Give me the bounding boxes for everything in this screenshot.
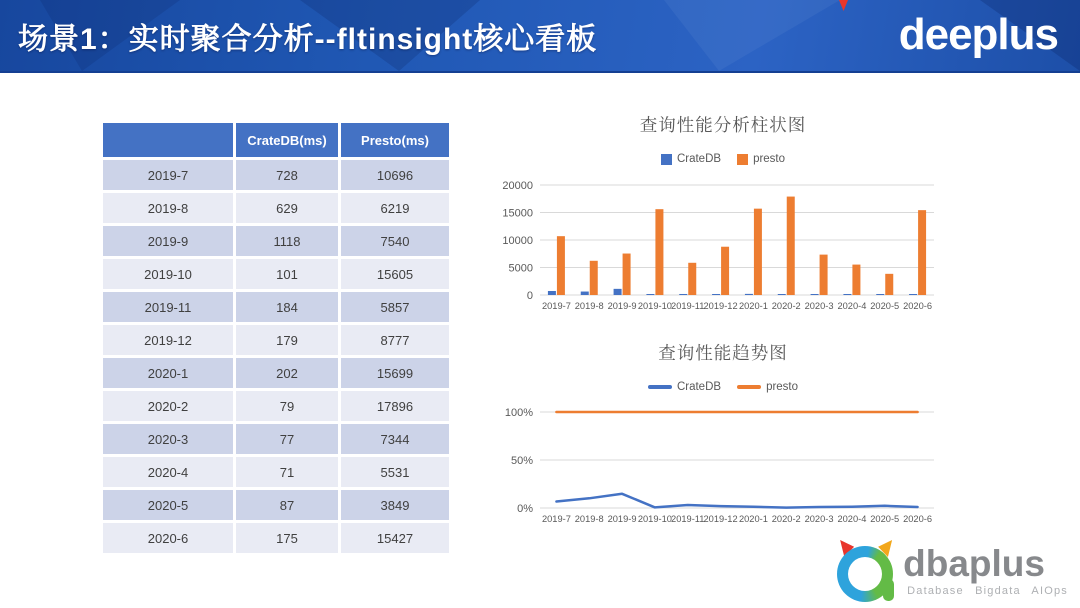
x-tick-label: 2020-4 xyxy=(837,301,867,311)
performance-table xyxy=(100,120,452,556)
table-cell: 2020-6 xyxy=(103,523,233,553)
table-cell: 2019-7 xyxy=(103,160,233,190)
table-cell: 2019-8 xyxy=(103,193,233,223)
bar-CrateDB xyxy=(909,294,917,295)
bar-presto xyxy=(557,236,565,295)
x-tick-label: 2020-3 xyxy=(804,301,834,311)
table-cell: 2020-1 xyxy=(103,358,233,388)
y-tick-label: 0 xyxy=(526,290,533,302)
table-header-cell: Presto(ms) xyxy=(341,123,449,157)
legend-swatch-icon xyxy=(661,154,672,165)
x-tick-label: 2020-6 xyxy=(903,301,933,311)
bar-presto xyxy=(623,254,631,295)
table-cell: 184 xyxy=(236,292,338,322)
table-row xyxy=(103,523,449,553)
table-row xyxy=(103,490,449,520)
x-tick-label: 2020-1 xyxy=(738,514,768,524)
bar-presto xyxy=(754,209,762,295)
bar-presto xyxy=(655,209,663,295)
slide-title: 场景1：实时聚合分析--fltinsight核心看板 xyxy=(18,23,598,56)
table-row xyxy=(103,457,449,487)
line-chart xyxy=(486,338,960,536)
dbaplus-tail-icon xyxy=(883,579,894,601)
x-tick-label: 2019-8 xyxy=(574,301,604,311)
bar-CrateDB xyxy=(811,294,819,295)
table-cell: 179 xyxy=(236,325,338,355)
x-tick-label: 2020-5 xyxy=(870,514,900,524)
line-chart-title: 查询性能趋势图 xyxy=(658,343,788,363)
table-cell: 77 xyxy=(236,424,338,454)
legend-swatch-icon xyxy=(737,385,761,389)
bar-CrateDB xyxy=(876,294,884,295)
bar-CrateDB xyxy=(548,291,556,295)
header-decoration xyxy=(620,0,840,71)
table-cell: 2019-10 xyxy=(103,259,233,289)
table-cell: 2019-9 xyxy=(103,226,233,256)
legend-label: presto xyxy=(766,381,799,393)
dbaplus-tagline: Database Bigdata AIOps xyxy=(907,585,1068,597)
table-cell: 2020-5 xyxy=(103,490,233,520)
bar-chart-legend xyxy=(486,153,960,165)
y-tick-label: 0% xyxy=(517,503,533,515)
table-cell: 2019-11 xyxy=(103,292,233,322)
bar-presto xyxy=(820,255,828,295)
bar-CrateDB xyxy=(712,294,720,295)
x-tick-label: 2019-12 xyxy=(703,301,738,311)
table-cell: 15699 xyxy=(341,358,449,388)
legend-label: presto xyxy=(753,153,786,165)
line-CrateDB xyxy=(556,494,917,508)
x-tick-label: 2020-3 xyxy=(804,514,834,524)
table-cell: 17896 xyxy=(341,391,449,421)
bar-presto xyxy=(590,261,598,295)
table-row xyxy=(103,193,449,223)
bar-chart-plot xyxy=(486,173,960,323)
bar-CrateDB xyxy=(778,294,786,295)
x-tick-label: 2020-5 xyxy=(870,301,900,311)
legend-item xyxy=(737,153,785,165)
table-cell: 6219 xyxy=(341,193,449,223)
dbaplus-brand-text: dbaplus xyxy=(903,543,1045,584)
bar-CrateDB xyxy=(581,292,589,295)
table-cell: 2020-4 xyxy=(103,457,233,487)
table-body xyxy=(103,160,449,553)
table-header-cell: CrateDB(ms) xyxy=(236,123,338,157)
table-row xyxy=(103,292,449,322)
table-cell: 5531 xyxy=(341,457,449,487)
bar-presto xyxy=(721,247,729,295)
table-cell: 87 xyxy=(236,490,338,520)
deeplus-logo: deeplus xyxy=(898,10,1058,59)
table-cell: 1118 xyxy=(236,226,338,256)
header-bar xyxy=(0,0,1080,73)
x-tick-label: 2019-10 xyxy=(637,301,672,311)
table-row xyxy=(103,160,449,190)
table-cell: 5857 xyxy=(341,292,449,322)
y-tick-label: 10000 xyxy=(502,235,533,247)
table-cell: 15605 xyxy=(341,259,449,289)
line-chart-plot xyxy=(486,401,960,536)
y-tick-label: 20000 xyxy=(502,180,533,192)
table-cell: 7540 xyxy=(341,226,449,256)
legend-label: CrateDB xyxy=(676,153,722,165)
x-tick-label: 2020-2 xyxy=(771,301,801,311)
table-row xyxy=(103,226,449,256)
y-tick-label: 100% xyxy=(504,407,533,419)
x-tick-label: 2019-8 xyxy=(574,514,604,524)
table-row xyxy=(103,424,449,454)
table-cell: 2019-12 xyxy=(103,325,233,355)
legend-label: CrateDB xyxy=(676,381,722,393)
bar-presto xyxy=(918,210,926,295)
table-row xyxy=(103,358,449,388)
bar-presto xyxy=(852,265,860,295)
table-cell: 71 xyxy=(236,457,338,487)
bar-CrateDB xyxy=(843,294,851,295)
legend-swatch-icon xyxy=(648,385,672,389)
legend-item xyxy=(648,381,721,393)
table-cell: 175 xyxy=(236,523,338,553)
y-tick-label: 5000 xyxy=(508,262,533,275)
bar-CrateDB xyxy=(745,294,753,295)
table-cell: 629 xyxy=(236,193,338,223)
x-tick-label: 2020-2 xyxy=(771,514,801,524)
bar-chart-title: 查询性能分析柱状图 xyxy=(639,115,807,135)
legend-swatch-icon xyxy=(737,154,748,165)
table-row xyxy=(103,391,449,421)
y-tick-label: 50% xyxy=(510,455,533,467)
table-cell: 79 xyxy=(236,391,338,421)
legend-item xyxy=(737,381,798,393)
bar-presto xyxy=(787,197,795,295)
table-cell: 728 xyxy=(236,160,338,190)
table-cell: 7344 xyxy=(341,424,449,454)
table-header-cell xyxy=(103,123,233,157)
bar-CrateDB xyxy=(679,294,687,295)
x-tick-label: 2019-12 xyxy=(703,514,738,524)
x-tick-label: 2019-11 xyxy=(671,301,705,311)
bar-presto xyxy=(688,263,696,295)
bar-CrateDB xyxy=(614,289,622,295)
line-chart-legend xyxy=(486,381,960,393)
deeplus-logo-accent xyxy=(839,0,848,11)
x-tick-label: 2019-7 xyxy=(541,301,571,311)
table-row xyxy=(103,325,449,355)
bar-chart xyxy=(486,110,960,323)
table-header-row xyxy=(103,123,449,157)
x-tick-label: 2020-4 xyxy=(837,514,867,524)
table-cell: 8777 xyxy=(341,325,449,355)
dbaplus-logo xyxy=(837,540,1068,602)
x-tick-label: 2019-9 xyxy=(607,514,637,524)
y-tick-label: 15000 xyxy=(502,207,533,220)
bar-presto xyxy=(885,274,893,295)
table-cell: 15427 xyxy=(341,523,449,553)
x-tick-label: 2019-11 xyxy=(671,514,705,524)
table-cell: 202 xyxy=(236,358,338,388)
x-tick-label: 2020-6 xyxy=(903,514,933,524)
x-tick-label: 2019-7 xyxy=(541,514,571,524)
table-cell: 101 xyxy=(236,259,338,289)
x-tick-label: 2019-9 xyxy=(607,301,637,311)
dbaplus-icon xyxy=(837,540,895,602)
table-cell: 2020-3 xyxy=(103,424,233,454)
table-cell: 10696 xyxy=(341,160,449,190)
x-tick-label: 2020-1 xyxy=(738,301,768,311)
legend-item xyxy=(661,153,721,165)
bar-CrateDB xyxy=(646,294,654,295)
x-tick-label: 2019-10 xyxy=(637,514,672,524)
table-cell: 3849 xyxy=(341,490,449,520)
table-row xyxy=(103,259,449,289)
table-cell: 2020-2 xyxy=(103,391,233,421)
